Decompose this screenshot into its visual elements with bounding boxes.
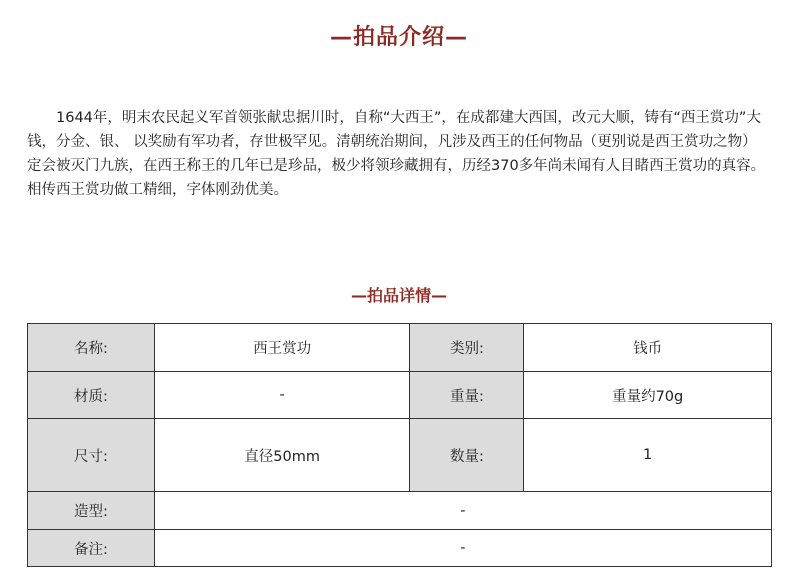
size-value: 直径50mm: [154, 419, 410, 492]
table-row: [28, 372, 772, 419]
name-label: 名称:: [28, 324, 155, 372]
material-label: 材质:: [28, 372, 155, 419]
quantity-value: 1: [524, 419, 772, 492]
table-row: [28, 419, 772, 492]
category-value: 钱币: [524, 324, 772, 372]
details-table: [27, 323, 772, 567]
category-label: 类别:: [410, 324, 524, 372]
weight-value: 重量约70g: [524, 372, 772, 419]
quantity-label: 数量:: [410, 419, 524, 492]
table-row: [28, 492, 772, 530]
intro-paragraph: 1644年，明末农民起义军首领张献忠据川时，自称“大西王”，在成都建大西国，改元大顺，铸有“西王赏功”大钱，分金、银、 以奖励有军功者，存世极罕见。清朝统治期间，凡涉及西王的任何物品（更别说是西王赏功之物）定会被灭门九族，在西王称王的几年已是珍品，极少将领珍藏拥有，历经370多年尚未闻有人目睹西王赏功的真容。相传西王赏功做工精细，字体刚劲优美。: [27, 110, 766, 198]
remark-value: -: [154, 530, 771, 567]
size-label: 尺寸:: [28, 419, 155, 492]
details-title: —拍品详情—: [350, 286, 447, 305]
table-row: [28, 324, 772, 372]
name-value: 西王赏功: [154, 324, 410, 372]
intro-title: —拍品介绍—: [329, 25, 468, 50]
weight-label: 重量:: [410, 372, 524, 419]
shape-value: -: [154, 492, 771, 530]
shape-label: 造型:: [28, 492, 155, 530]
material-value: -: [154, 372, 410, 419]
table-row: [28, 530, 772, 567]
remark-label: 备注:: [28, 530, 155, 567]
